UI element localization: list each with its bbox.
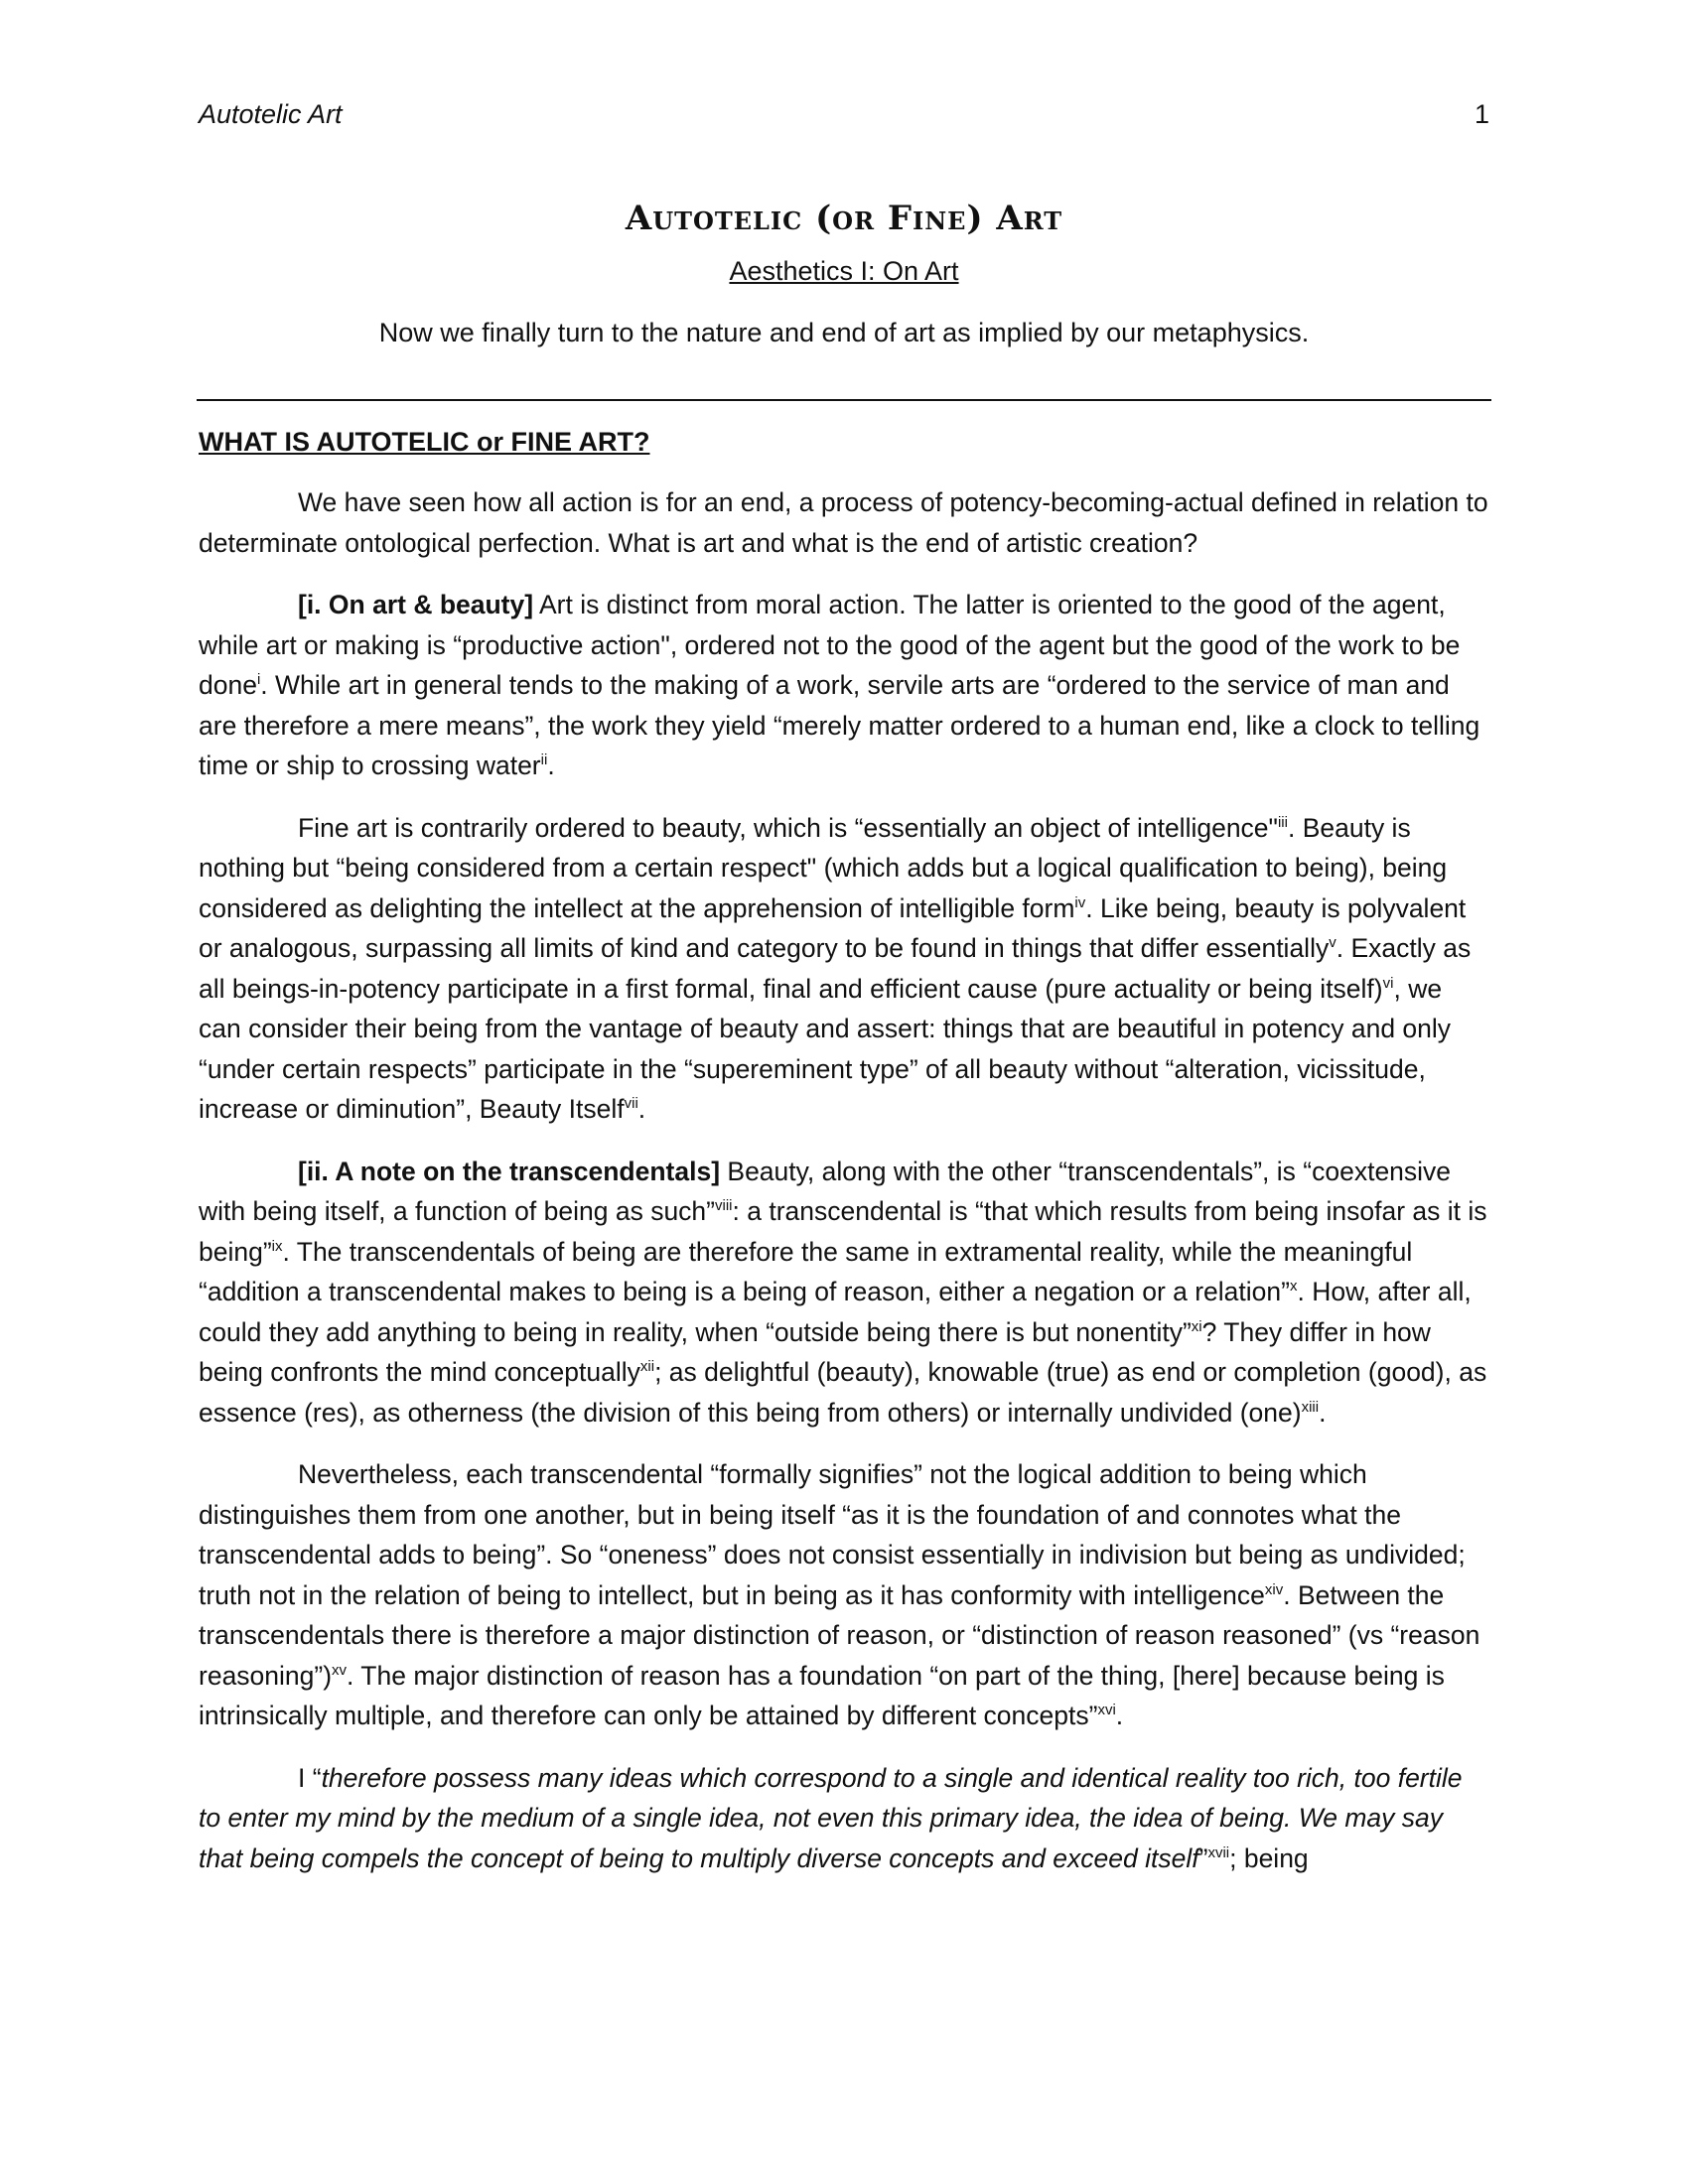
- endnote-ref[interactable]: vi: [1382, 974, 1394, 992]
- text-run: .: [637, 1094, 646, 1124]
- text-run: . Like being, beauty is polyvalent or analogous, surpassing all limits of kind and category to be found in things that differ essentially: [199, 892, 1467, 963]
- paragraph-4: [199, 1152, 1489, 1433]
- text-run: . While art in general tends to the making of a work, servile arts are “ordered to the service of man and are therefore a mere means”, the work they yield “merely matter ordered to a human end, like a clock to telling time or ship to crossing water: [199, 670, 1480, 780]
- text-run: . The major distinction of reason has a foundation “on part of the thing, [here] because being is intrinsically multiple, and therefore can only be attained by different concepts”: [199, 1660, 1445, 1730]
- paragraph-2: [199, 585, 1489, 786]
- endnote-ref[interactable]: xvii: [1207, 1843, 1230, 1861]
- text-run: . The transcendentals of being are therefore the same in extramental reality, while the meaningful “addition a transcendental makes to being is a being of reason, either a negation or a relation”: [199, 1236, 1413, 1306]
- endnote-ref[interactable]: iv: [1074, 893, 1086, 911]
- text-run: . Beauty is nothing but “being considered from a certain respect" (which adds but a logical qualification to being), being considered as delighting the intellect at the apprehension of intelligible form: [199, 812, 1448, 923]
- section-heading: WHAT IS AUTOTELIC or FINE ART?: [199, 427, 650, 457]
- text-run: : a transcendental is “that which results from being insofar as it is being”: [199, 1196, 1487, 1267]
- text-run: Art is distinct from moral action. The latter is oriented to the good of the agent, while art or making is “productive action", ordered not to the good of the agent but the good of the work to be done: [199, 590, 1461, 700]
- text-run: I “: [298, 1762, 322, 1793]
- paragraph-lead: [i. On art & beauty]: [298, 590, 534, 619]
- horizontal-rule: [197, 399, 1491, 401]
- endnote-ref[interactable]: xvi: [1097, 1702, 1116, 1719]
- paragraph-5: [199, 1454, 1489, 1736]
- text-run: .: [1319, 1397, 1327, 1428]
- endnote-ref[interactable]: vii: [624, 1095, 638, 1113]
- text-run: ; being: [1229, 1843, 1309, 1873]
- text-run: , we can consider their being from the vantage of beauty and assert: things that are beautiful in potency and only “under certain respects” participate in the “supereminent type” of all beauty without “alteration, vicissitude, increase or diminution”, Beauty Itself: [199, 973, 1452, 1124]
- text-run: . How, after all, could they add anything to being in reality, when “outside being there is but nonentity”: [199, 1277, 1472, 1347]
- paragraph-6: [199, 1758, 1489, 1879]
- page-number: 1: [1474, 99, 1489, 129]
- text-run: ; as delightful (beauty), knowable (true) as end or completion (good), as essence (res), as otherness (the division of this being from others) or internally undivided (one): [199, 1357, 1487, 1428]
- paragraph-lead: [ii. A note on the transcendentals]: [298, 1156, 721, 1186]
- endnote-ref[interactable]: i: [256, 671, 261, 689]
- endnote-ref[interactable]: iii: [1277, 813, 1288, 831]
- intro-line: Now we finally turn to the nature and end of art as implied by our metaphysics.: [378, 318, 1310, 347]
- endnote-ref[interactable]: xiv: [1264, 1580, 1284, 1598]
- text-run: ? They differ in how being confronts the mind conceptually: [199, 1316, 1431, 1387]
- text-run: Beauty, along with the other “transcendentals”, is “coextensive with being itself, a function of being as such”: [199, 1156, 1452, 1226]
- endnote-ref[interactable]: ii: [540, 751, 548, 769]
- running-head: Autotelic Art: [199, 99, 343, 129]
- text-run: . Between the transcendentals there is therefore a major distinction of reason, or “distinction of reason reasoned” (vs “reason reasoning”): [199, 1579, 1480, 1691]
- paragraph-3: [199, 808, 1489, 1130]
- endnote-ref[interactable]: x: [1289, 1278, 1298, 1296]
- endnote-ref[interactable]: ix: [271, 1237, 283, 1255]
- text-run: .: [1115, 1701, 1124, 1730]
- text-run: Nevertheless, each transcendental “formally signifies” not the logical addition to being which distinguishes them from one another, but in being itself “as it is the foundation of and connotes what the transcendental adds to being”. So “oneness” does not consist essentially in indivision but being as undivided; truth not in the relation of being to intellect, but in being as it has conformity with intelligence: [199, 1459, 1466, 1610]
- paragraph-text: We have seen how all action is for an end, a process of potency-becoming-actual defined in relation to determinate ontological perfection. What is art and what is the end of artistic creation?: [199, 487, 1488, 558]
- quoted-passage: therefore possess many ideas which correspond to a single and identical reality too rich, too fertile to enter my mind by the medium of a single idea, not even this primary idea, the idea of being. We may say that being compels the concept of being to multiply diverse concepts and exceed itself: [199, 1762, 1463, 1873]
- document-title: Autotelic (or Fine) Art: [625, 199, 1063, 238]
- paragraph-1: [199, 482, 1489, 563]
- endnote-ref[interactable]: xi: [1191, 1317, 1202, 1335]
- endnote-ref[interactable]: viii: [715, 1197, 733, 1215]
- text-run: .: [547, 751, 555, 780]
- document-subtitle: Aesthetics I: On Art: [729, 256, 959, 286]
- text-run: ”: [1198, 1843, 1208, 1873]
- body-text: [199, 482, 1489, 1900]
- endnote-ref[interactable]: v: [1329, 934, 1336, 952]
- endnote-ref[interactable]: xiii: [1301, 1398, 1320, 1416]
- text-run: Fine art is contrarily ordered to beauty, which is “essentially an object of intelligence": [298, 812, 1278, 843]
- endnote-ref[interactable]: xv: [332, 1661, 348, 1679]
- endnote-ref[interactable]: xii: [639, 1358, 655, 1376]
- text-run: . Exactly as all beings-in-potency participate in a first formal, final and efficient cause (pure actuality or being itself): [199, 933, 1472, 1004]
